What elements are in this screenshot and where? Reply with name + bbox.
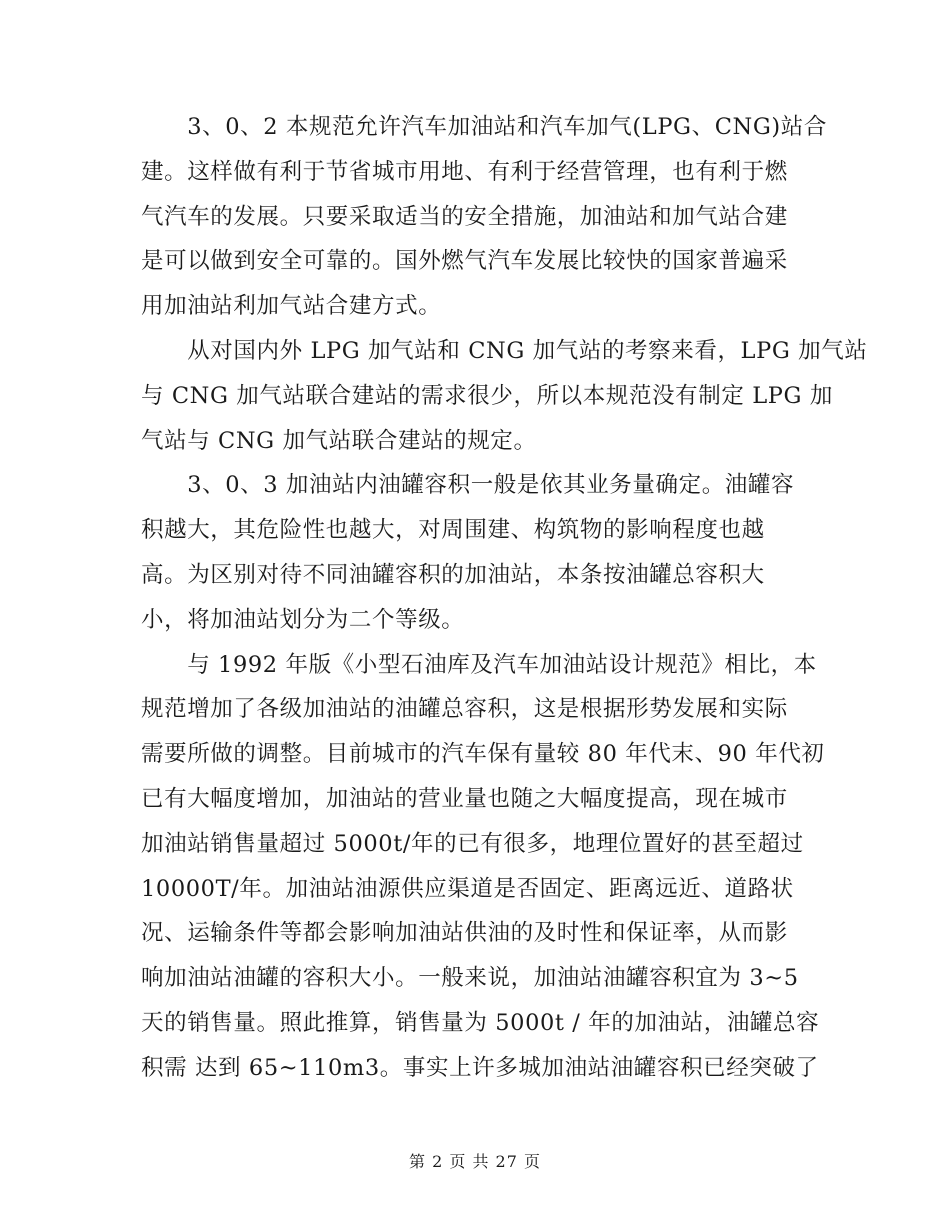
text-line: 加油站销售量超过 5000t/年的已有很多，地理位置好的甚至超过 <box>141 830 804 857</box>
text-line: 规范增加了各级加油站的油罐总容积，这是根据形势发展和实际 <box>141 696 788 723</box>
text-line: 是可以做到安全可靠的。国外燃气汽车发展比较快的国家普遍采 <box>141 248 788 275</box>
text-line: 与 1992 年版《小型石油库及汽车加油站设计规范》相比，本 <box>141 651 817 678</box>
text-line: 与 CNG 加气站联合建站的需求很少，所以本规范没有制定 LPG 加 <box>141 382 833 409</box>
text-line: 用加油站利加气站合建方式。 <box>141 293 442 320</box>
text-line: 从对国内外 LPG 加气站和 CNG 加气站的考察来看，LPG 加气站 <box>141 337 868 364</box>
page-footer <box>0 1150 950 1174</box>
page-number-label: 第 2 页 共 27 页 <box>409 1152 541 1171</box>
text-line: 响加油站油罐的容积大小。一般来说，加油站油罐容积宜为 3~5 <box>141 965 799 992</box>
text-line: 积越大，其危险性也越大，对周围建、构筑物的影响程度也越 <box>141 517 765 544</box>
text-line: 小，将加油站划分为二个等级。 <box>141 606 465 633</box>
text-line: 10000T/年。加油站油源供应渠道是否固定、距离远近、道路状 <box>141 875 794 902</box>
text-line: 天的销售量。照此推算，销售量为 5000t / 年的加油站，油罐总容 <box>141 1009 820 1036</box>
text-line: 建。这样做有利于节省城市用地、有利于经营管理，也有利于燃 <box>141 158 788 185</box>
text-line: 高。为区别对待不同油罐容积的加油站，本条按油罐总容积大 <box>141 561 765 588</box>
text-line: 3、0、3 加油站内油罐容积一般是依其业务量确定。油罐容 <box>141 472 795 499</box>
text-line: 需要所做的调整。目前城市的汽车保有量较 80 年代末、90 年代初 <box>141 741 825 768</box>
text-line: 已有大幅度增加，加油站的营业量也随之大幅度提高，现在城市 <box>141 785 788 812</box>
text-line: 况、运输条件等都会影响加油站供油的及时性和保证率，从而影 <box>141 920 788 947</box>
body-text <box>141 105 868 1091</box>
text-line: 3、0、2 本规范允许汽车加油站和汽车加气(LPG、CNG)站合 <box>141 114 827 140</box>
text-line: 积需 达到 65~110m3。事实上许多城加油站油罐容积已经突破了 <box>141 1054 819 1081</box>
text-line: 气站与 CNG 加气站联合建站的规定。 <box>141 427 537 454</box>
text-line: 气汽车的发展。只要采取适当的安全措施，加油站和加气站合建 <box>141 203 788 230</box>
